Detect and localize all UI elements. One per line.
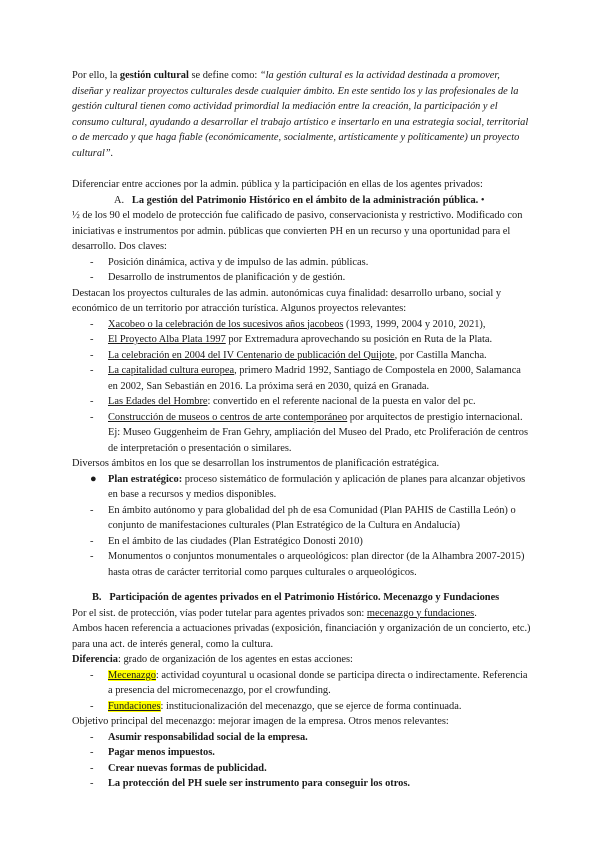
- planning-list: [72, 472, 532, 581]
- list-item: - Monumentos o conjuntos monumentales o arqueológicos: plan director (de la Alhambra 2007-2015) hasta otras de carácter territorial como parques culturales o arqueológicos.: [90, 551, 525, 578]
- goals-list: [72, 730, 532, 792]
- intro-bold-term: gestión cultural: [119, 70, 189, 81]
- section-b-heading: B. Participación de agentes privados en el Patrimonio Histórico. Mecenazgo y Fundaciones: [92, 592, 500, 603]
- highlighted-term: Fundaciones: [108, 700, 161, 712]
- list-item: - La celebración en 2004 del IV Centenario de publicación del Quijote, por Castilla Mancha.: [90, 349, 487, 361]
- list-item: - Crear nuevas formas de publicidad.: [90, 762, 267, 774]
- list-item: - Las Edades del Hombre: convertido en el referente nacional de la puesta en valor del pc.: [90, 396, 476, 407]
- list-item: - Xacobeo o la celebración de los sucesivos años jacobeos (1993, 1999, 2004 y 2010, 2021),: [90, 318, 486, 330]
- list-item: - Construcción de museos o centros de arte contemporáneo por arquitectos de prestigio internacional. Ej: Museo Guggenheim de Fran Gehry, ampliación del Museo del Prado, etc Proliferación de centros de interpretación o presentación o similares.: [90, 411, 529, 454]
- list-item: - Asumir responsabilidad social de la empresa.: [90, 731, 308, 743]
- list-item: - Mecenazgo: actividad coyuntural u ocasional donde se participa directa o indirectamente. Referencia a presencia del micromecenazgo, por el crowfunding.: [90, 669, 528, 696]
- projects-list: [72, 317, 532, 457]
- bullet-dot-icon: ●: [90, 472, 97, 485]
- section-b-paragraph-1: Por el sist. de protección, vías poder tutelar para agentes privados son: mecenazgo y fundaciones.: [72, 607, 477, 619]
- intro-quote: “la gestión cultural es la actividad destinada a promover, diseñar y realizar proyectos culturales desde cualquier ámbito. En este sentido los y las profesionales de la gestión cultural tienen como actividad primordial la mediación entre la creación, la participación y el consumo cultural, ayudando a desarrollar el trabajo artístico e insertarlo en una estrategia social, territorial o de mercado y que haga fiable (económicamente, socialmente, artísticamente y políticamente) un proyecto cultural”.: [72, 70, 529, 159]
- list-item: - La protección del PH suele ser instrumento para conseguir los otros.: [90, 778, 410, 789]
- section-a-paragraph-2: Destacan los proyectos culturales de las admin. autonómicas cuya finalidad: desarrollo urbano, social y económico de un territorio por atracción turística. Algunos proyectos relevantes:: [72, 287, 502, 314]
- list-item: - En el ámbito de las ciudades (Plan Estratégico Donosti 2010): [90, 535, 363, 547]
- list-item: - Pagar menos impuestos.: [90, 747, 215, 758]
- section-a-title: La gestión del Patrimonio Histórico en el ámbito de la administración pública.: [131, 194, 479, 206]
- list-item: ● Plan estratégico: proceso sistemático de formulación y aplicación de planes para alcanzar objetivos en base a recursos y medios disponibles.: [90, 472, 526, 500]
- list-item: - Desarrollo de instrumentos de planificación y de gestión.: [90, 272, 346, 283]
- list-item: - El Proyecto Alba Plata 1997 por Extremadura aprovechando su posición en Ruta de la Plata.: [90, 334, 493, 345]
- section-b-title: Participación de agentes privados en el Patrimonio Histórico. Mecenazgo y Fundaciones: [109, 592, 500, 603]
- section-a-paragraph-3: Diversos ámbitos en los que se desarrollan los instrumentos de planificación estratégica.: [72, 458, 440, 469]
- section-b-paragraph-2: Ambos hacen referencia a actuaciones privadas (exposición, financiación y organización de un concierto, etc.) para una act. de interés general, como la cultura.: [72, 623, 531, 650]
- section-a-paragraph-1: ½ de los 90 el modelo de protección fue calificado de pasivo, conservacionista y restrictivo. Modificado con iniciativas e instrumentos por admin. públicas que convierten PH en un recurso y una oportunidad para el desarrollo. Dos claves:: [72, 210, 523, 252]
- keys-list: [72, 255, 532, 286]
- section-b-paragraph-3: Objetivo principal del mecenazgo: mejorar imagen de la empresa. Otros menos relevantes:: [72, 716, 449, 727]
- list-item: - Posición dinámica, activa y de impulso de las admin. públicas.: [90, 256, 369, 268]
- list-item: - La capitalidad cultura europea, primero Madrid 1992, Santiago de Compostela en 2000, Salamanca en 2002, San Sebastián en 2016. La próxima será en 2030, quizá en Granada.: [90, 365, 521, 392]
- highlighted-term: Mecenazgo: [108, 669, 156, 681]
- list-item: - En ámbito autónomo y para globalidad del ph de esa Comunidad (Plan PAHIS de Castilla León) o conjunto de manifestaciones culturales (Plan Estratégico de la Cultura en Andalucía): [90, 504, 516, 531]
- intro-paragraph: Por ello, la gestión cultural se define como: “la gestión cultural es la actividad destinada a promover, diseñar y realizar proyectos culturales desde cualquier ámbito. En este sentido los y las profesionales de la gestión cultural tienen como actividad primordial la mediación entre la creación, la participación y el consumo cultural, ayudando a desarrollar el trabajo artístico e insertarlo en una estrategia social, territorial o de mercado y que haga fiable (económicamente, socialmente, artísticamente y políticamente) un proyecto cultural”.: [72, 70, 529, 159]
- section-a-heading: A. La gestión del Patrimonio Histórico en el ámbito de la administración pública. •: [114, 194, 485, 206]
- agents-list: [72, 668, 532, 715]
- difference-paragraph: Diferencia: grado de organización de los agentes en estas acciones:: [72, 654, 353, 665]
- document-body: [72, 68, 532, 792]
- differentiate-paragraph: Diferenciar entre acciones por la admin. pública y la participación en ellas de los agentes privados:: [72, 179, 483, 190]
- list-item: - Fundaciones: institucionalización del mecenazgo, que se ejerce de forma continuada.: [90, 700, 462, 712]
